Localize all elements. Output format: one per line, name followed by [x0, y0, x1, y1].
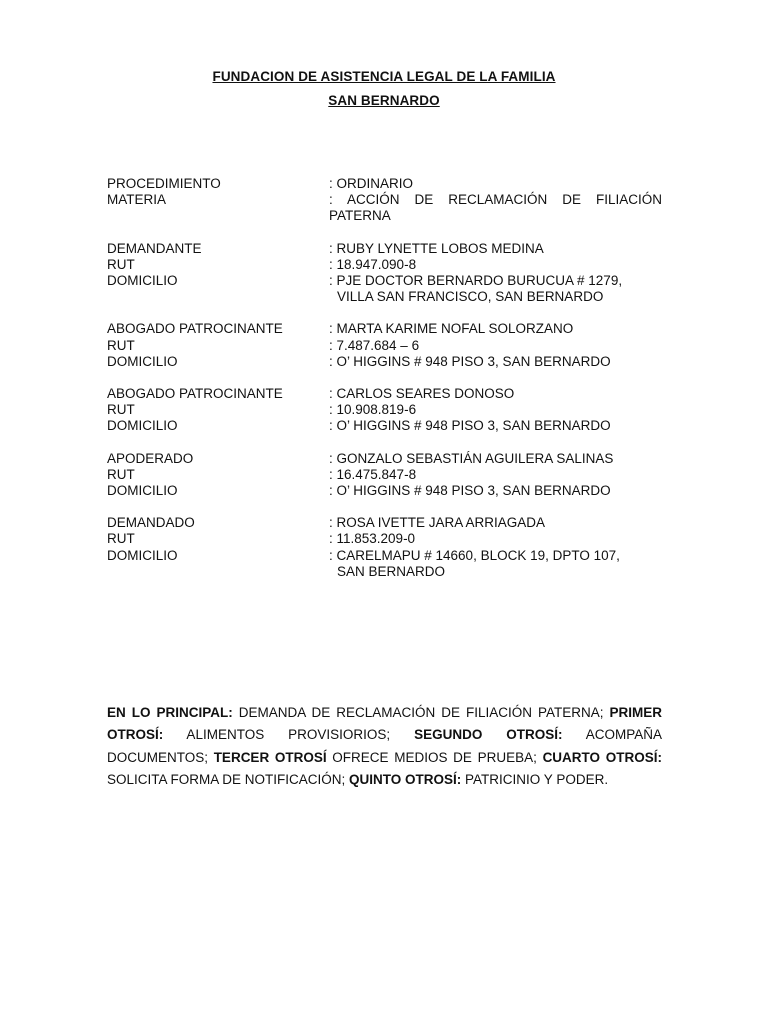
demandante-domicilio-value: : PJE DOCTOR BERNARDO BURUCUA # 1279,	[329, 273, 623, 289]
otrosi3-label: TERCER OTROSÍ	[213, 749, 327, 765]
demandado-domicilio-cont: SAN BERNARDO	[337, 563, 446, 579]
otrosi3-text: OFRECE MEDIOS DE PRUEBA;	[326, 749, 543, 765]
abogado1-domicilio-label: DOMICILIO	[107, 353, 178, 369]
abogado2-domicilio-label: DOMICILIO	[107, 418, 178, 434]
apoderado-value: : GONZALO SEBASTIÁN AGUILERA SALINAS	[329, 450, 614, 466]
materia-value: : ACCIÓN DE RECLAMACIÓN DE FILIACIÓN	[329, 192, 662, 208]
principal-label: EN LO PRINCIPAL:	[107, 705, 233, 720]
otrosi5-label: QUINTO OTROSÍ:	[349, 772, 462, 788]
abogado1-domicilio-value: : O’ HIGGINS # 948 PISO 3, SAN BERNARDO	[329, 353, 611, 369]
demandado-domicilio-label: DOMICILIO	[107, 547, 178, 563]
abogado1-rut-value: : 7.487.684 – 6	[329, 337, 420, 353]
demandado-domicilio-value: : CARELMAPU # 14660, BLOCK 19, DPTO 107,	[329, 547, 620, 563]
demandante-label: DEMANDANTE	[107, 240, 202, 256]
materia-row-cont	[107, 208, 662, 224]
demandante-domicilio-label: DOMICILIO	[107, 273, 178, 289]
materia-value-cont: PATERNA	[329, 208, 391, 224]
apoderado-rut-value: : 16.475.847-8	[329, 466, 417, 482]
apoderado-rut-label: RUT	[107, 466, 135, 482]
demandante-group	[107, 241, 662, 306]
apoderado-group	[107, 451, 662, 500]
abogado2-value: : CARLOS SEARES DONOSO	[329, 386, 515, 402]
abogado2-rut-label: RUT	[107, 402, 135, 418]
demandado-group	[107, 515, 662, 580]
materia-label: MATERIA	[107, 192, 167, 208]
otrosi2-label: SEGUNDO OTROSÍ:	[414, 727, 563, 743]
document-subtitle: SAN BERNARDO	[328, 93, 440, 108]
demandado-rut-label: RUT	[107, 531, 135, 547]
apoderado-domicilio-label: DOMICILIO	[107, 483, 178, 499]
procedimiento-value: : ORDINARIO	[329, 176, 414, 191]
document-title: FUNDACION DE ASISTENCIA LEGAL DE LA FAMILIA	[212, 69, 556, 84]
abogado2-rut-value: : 10.908.819-6	[329, 402, 417, 418]
otrosi1-label: PRIMER OTROSÍ:	[107, 705, 662, 743]
demandante-domicilio-cont: VILLA SAN FRANCISCO, SAN BERNARDO	[337, 289, 604, 305]
demandado-label: DEMANDADO	[107, 515, 195, 531]
abogado1-value: : MARTA KARIME NOFAL SOLORZANO	[329, 321, 574, 337]
demandante-value: : RUBY LYNETTE LOBOS MEDINA	[329, 240, 544, 256]
demandado-value: : ROSA IVETTE JARA ARRIAGADA	[329, 515, 546, 531]
petition-summary	[107, 702, 662, 792]
abogado1-rut-label: RUT	[107, 337, 135, 353]
otrosi1-text: ALIMENTOS PROVISIORIOS;	[163, 727, 415, 743]
otrosi4-label: CUARTO OTROSÍ:	[542, 749, 662, 765]
abogado2-group	[107, 386, 662, 435]
otrosi4-text: SOLICITA FORMA DE NOTIFICACIÓN;	[107, 772, 350, 788]
demandante-rut-value: : 18.947.090-8	[329, 256, 417, 272]
otrosi2-text: ACOMPAÑA DOCUMENTOS;	[107, 727, 662, 765]
demandante-rut-label: RUT	[107, 256, 135, 272]
abogado2-label: ABOGADO PATROCINANTE	[107, 386, 283, 402]
procedimiento-label: PROCEDIMIENTO	[107, 176, 221, 191]
apoderado-label: APODERADO	[107, 450, 194, 466]
principal-text: DEMANDA DE RECLAMACIÓN DE FILIACIÓN PATERNA;	[232, 705, 610, 720]
abogado1-label: ABOGADO PATROCINANTE	[107, 321, 283, 337]
procedimiento-row	[107, 176, 662, 192]
materia-row	[107, 192, 662, 208]
apoderado-domicilio-value: : O’ HIGGINS # 948 PISO 3, SAN BERNARDO	[329, 483, 611, 499]
otrosi5-text: PATRICINIO Y PODER.	[461, 772, 609, 788]
demandado-rut-value: : 11.853.209-0	[329, 531, 416, 547]
case-fields	[107, 176, 662, 596]
abogado1-group	[107, 321, 662, 370]
abogado2-domicilio-value: : O’ HIGGINS # 948 PISO 3, SAN BERNARDO	[329, 418, 611, 434]
procedure-group	[107, 176, 662, 225]
